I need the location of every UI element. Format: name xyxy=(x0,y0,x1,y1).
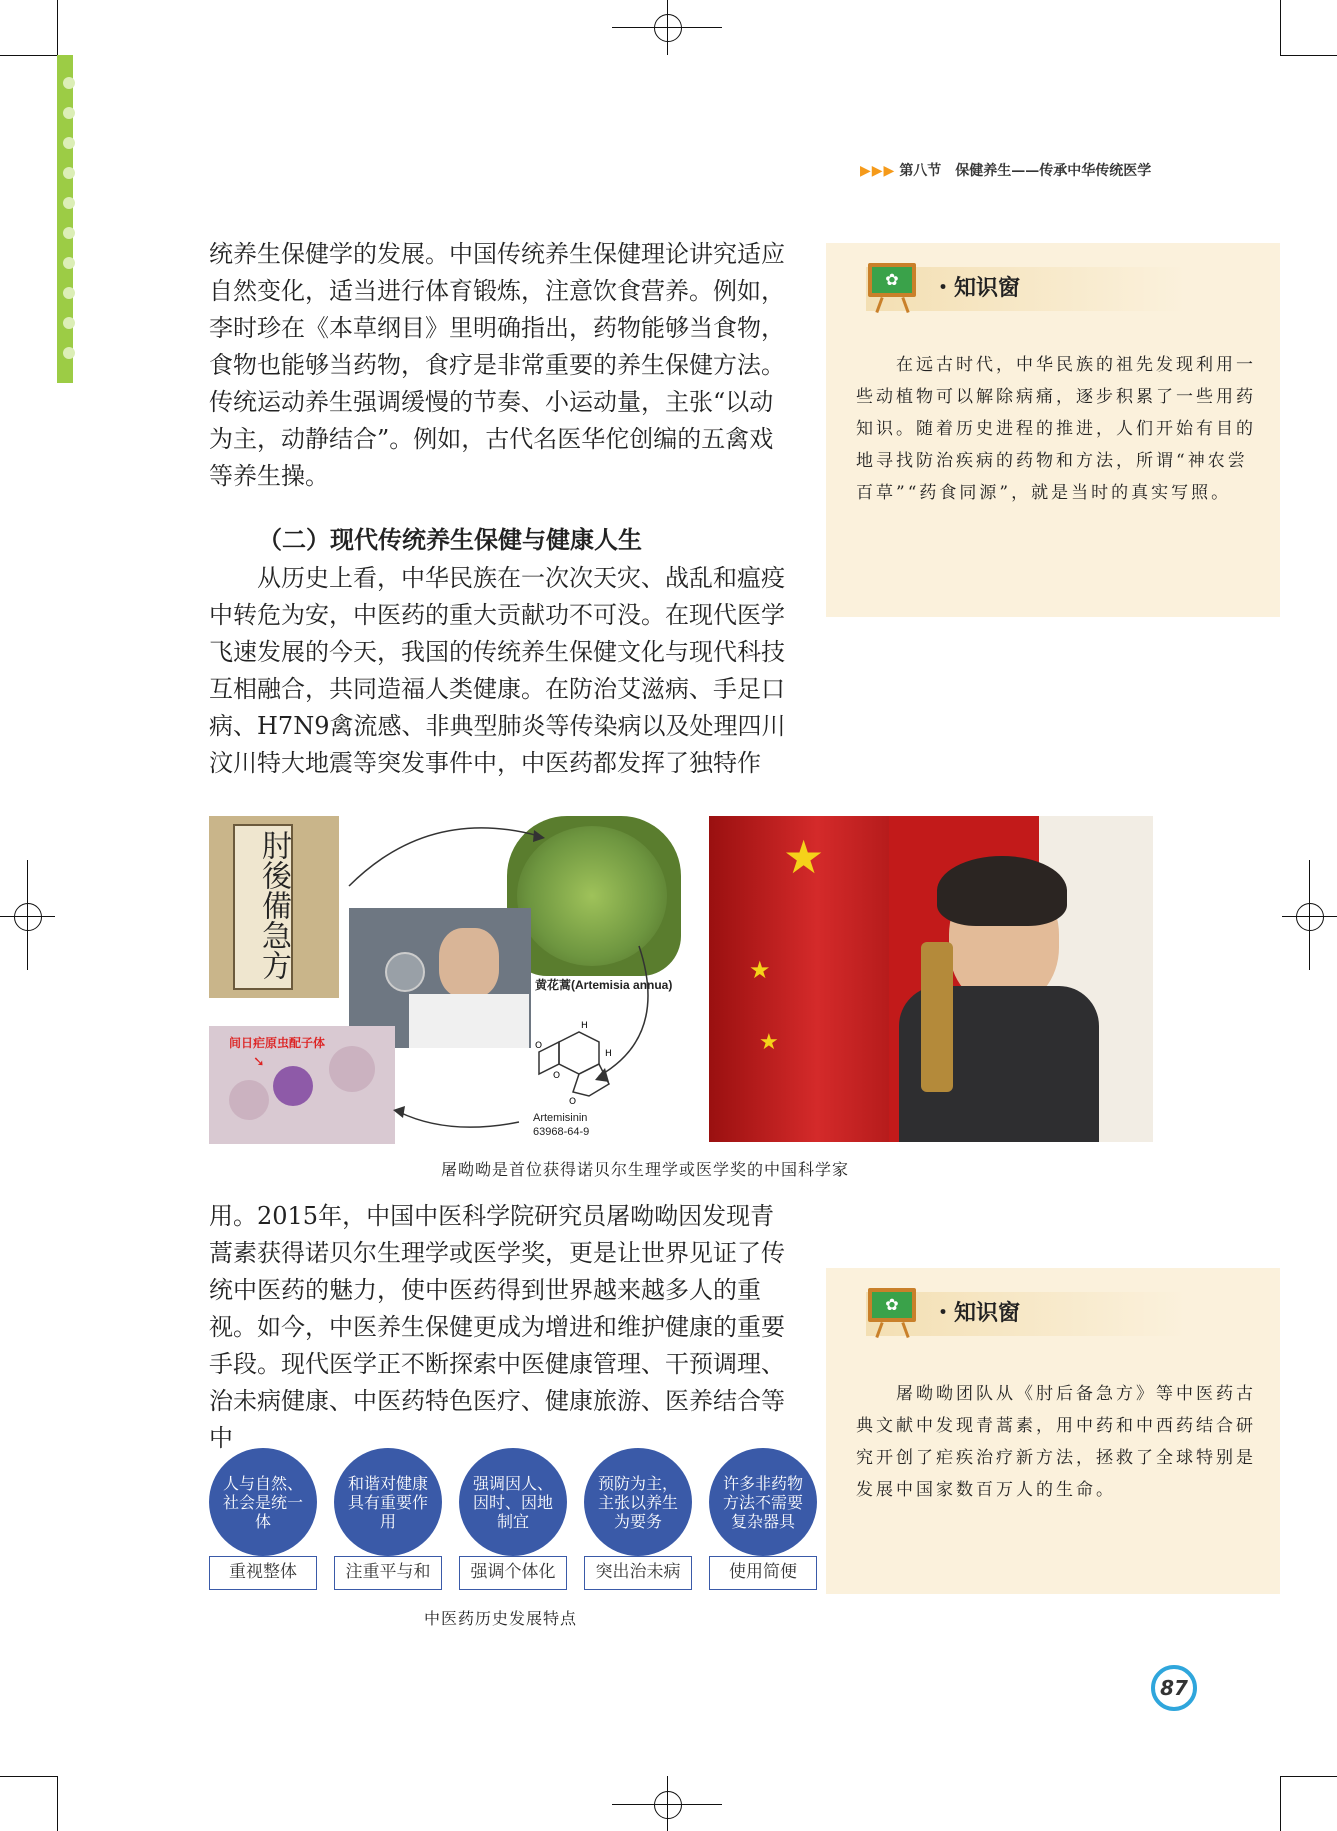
chalkboard-icon: ✿ xyxy=(868,263,916,297)
page-number: 87 xyxy=(1151,1665,1197,1711)
body-paragraph-top xyxy=(209,236,789,495)
knowledge-box-text: 屠呦呦团队从《肘后备急方》等中医药古典文献中发现青蒿素，用中药和中西药结合研究开创了疟疾治疗新方法，拯救了全球特别是发展中国家数百万人的生命。 xyxy=(856,1384,1256,1500)
arrowhead-icon xyxy=(393,1106,405,1118)
features-diagram xyxy=(209,1448,819,1598)
compound-name: Artemisinin xyxy=(533,1112,588,1124)
knowledge-box-2 xyxy=(826,1268,1280,1594)
book-title: 肘後備急方 xyxy=(256,830,291,980)
knowledge-box-title: ・知识窗 xyxy=(932,276,1021,301)
feature-circle: 许多非药物方法不需要复杂器具 xyxy=(709,1448,817,1556)
artemisinin-structure xyxy=(529,1012,629,1108)
svg-text:O: O xyxy=(535,1041,543,1051)
book-cover-image xyxy=(209,816,339,998)
body-paragraph-mid xyxy=(209,560,789,782)
feature-tag: 强调个体化 xyxy=(459,1556,567,1590)
knowledge-box-body xyxy=(856,1378,1256,1506)
knowledge-box-1 xyxy=(826,243,1280,617)
feature-circle: 和谐对健康具有重要作用 xyxy=(334,1448,442,1556)
star-icon: ★ xyxy=(759,1030,779,1055)
compound-id: 63968-64-9 xyxy=(533,1126,590,1138)
feature-tag: 突出治未病 xyxy=(584,1556,692,1590)
svg-text:O: O xyxy=(569,1097,577,1107)
plant-label: 黄花蒿(Artemisia annua) xyxy=(535,978,673,992)
svg-text:H: H xyxy=(605,1049,612,1059)
chalkboard-icon: ✿ xyxy=(868,1288,916,1322)
knowledge-box-body xyxy=(856,349,1256,509)
chapter-side-band xyxy=(57,55,73,383)
award-photo xyxy=(709,816,1153,1142)
feature-circle: 人与自然、社会是统一体 xyxy=(209,1448,317,1556)
knowledge-box-text: 在远古时代，中华民族的祖先发现利用一些动植物可以解除病痛，逐步积累了一些用药知识。随着历史进程的推进，人们开始有目的地寻找防治疾病的药物和方法，所谓“神农尝百草”“药食同源”，就是当时的真实写照。 xyxy=(856,355,1256,503)
arrow-icon: ➘ xyxy=(253,1054,265,1070)
feature-circle: 预防为主，主张以养生为要务 xyxy=(584,1448,692,1556)
star-icon: ★ xyxy=(749,956,771,984)
feature-tag: 注重平与和 xyxy=(334,1556,442,1590)
feature-tag: 使用简便 xyxy=(709,1556,817,1590)
star-icon: ★ xyxy=(783,830,825,884)
header-arrows: ▶▶▶ xyxy=(860,163,896,179)
paragraph-text: 统养生保健学的发展。中国传统养生保健理论讲究适应自然变化，适当进行体育锻炼，注意饮食营养。例如，李时珍在《本草纲目》里明确指出，药物能够当食物，食物也能够当药物，食疗是非常重要的养生保健方法。传统运动养生强调缓慢的节奏、小运动量，主张“以动为主，动静结合”。例如，古代名医华佗创编的五禽戏等养生操。 xyxy=(209,240,785,490)
paragraph-text: 用。2015年，中国中医科学院研究员屠呦呦因发现青蒿素获得诺贝尔生理学或医学奖，更是让世界见证了传统中医药的魅力，使中医药得到世界越来越多人的重视。如今，中医养生保健更成为增进和维护健康的重要手段。现代医学正不断探索中医健康管理、干预调理、治未病健康、中医药特色医疗、健康旅游、医养结合等中 xyxy=(209,1202,785,1452)
svg-text:O: O xyxy=(553,1071,561,1081)
feature-circle: 强调因人、因时、因地制宜 xyxy=(459,1448,567,1556)
body-paragraph-bottom xyxy=(209,1198,789,1457)
figure-area xyxy=(209,816,1153,1144)
parasite-label: 间日疟原虫配子体 xyxy=(229,1036,326,1050)
knowledge-box-title: ・知识窗 xyxy=(932,1301,1021,1326)
feature-tag: 重视整体 xyxy=(209,1556,317,1590)
running-header xyxy=(860,160,1160,180)
paragraph-text: 从历史上看，中华民族在一次次天灾、战乱和瘟疫中转危为安，中医药的重大贡献功不可没。在现代医学飞速发展的今天，我国的传统养生保健文化与现代科技互相融合，共同造福人类健康。在防治艾滋病、手足口病、H7N9禽流感、非典型肺炎等传染病以及处理四川汶川特大地震等突发事件中，中医药都发挥了独特作 xyxy=(209,564,786,777)
arrowhead-icon xyxy=(533,830,545,842)
figure-caption: 屠呦呦是首位获得诺贝尔生理学或医学奖的中国科学家 xyxy=(441,1160,850,1179)
svg-text:H: H xyxy=(581,1021,588,1031)
diagram-caption: 中医药历史发展特点 xyxy=(424,1609,578,1628)
section-subheading: （二）现代传统养生保健与健康人生 xyxy=(258,526,642,554)
header-title: 第八节 保健养生——传承中华传统医学 xyxy=(899,163,1152,179)
